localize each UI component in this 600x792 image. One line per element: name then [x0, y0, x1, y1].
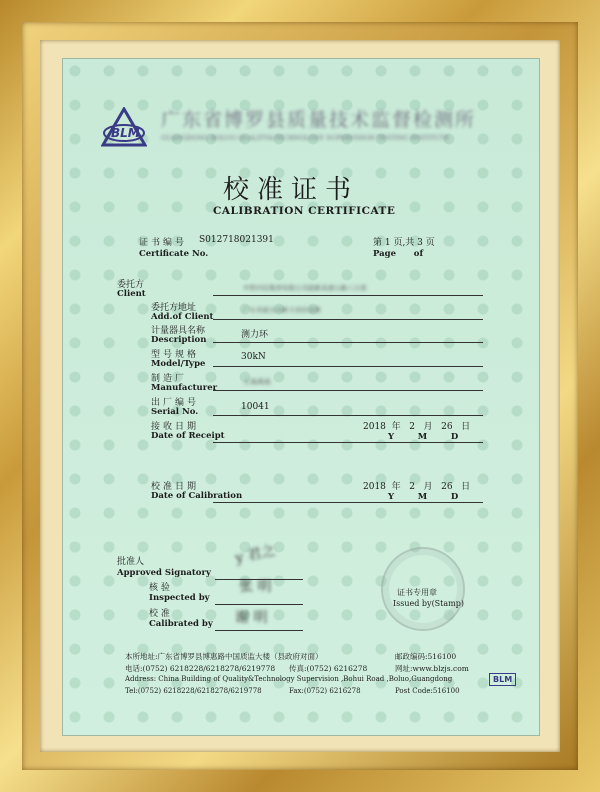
footer-fax-en: Fax:(0752) 6216278 — [289, 687, 361, 695]
manufacturer-line — [213, 390, 483, 391]
footer-address-en: Address: China Building of Quality&Technology Supervision ,Bohui Road ,Boluo,Guangdong — [125, 675, 453, 683]
title-en: CALIBRATION CERTIFICATE — [213, 205, 396, 217]
inspected-label-cn: 核 验 — [149, 583, 170, 593]
certificate-no-value: S012718021391 — [199, 235, 274, 245]
approved-label-cn: 批准人 — [117, 557, 145, 567]
serial-value: 10041 — [241, 402, 270, 412]
address-line — [213, 319, 483, 320]
model-label-en: Model/Type — [151, 359, 206, 369]
description-label-cn: 计量器具名称 — [151, 326, 206, 336]
model-line — [213, 366, 483, 367]
address-label-en: Add.of Client — [151, 312, 214, 322]
calibration-label-en: Date of Calibration — [151, 491, 243, 501]
address-value: 广东省韶关市新丰县回龙镇 — [243, 306, 321, 314]
institute-logo — [101, 107, 147, 147]
footer-blm-badge: BLM — [489, 673, 516, 686]
serial-line — [213, 415, 483, 416]
client-value: 中铁四局集团有限公司韶新高速公路六分部 — [243, 284, 367, 292]
calibration-line — [213, 502, 483, 503]
address-label-cn: 委托方地址 — [151, 303, 197, 313]
model-label-cn: 型号规格 — [151, 350, 200, 360]
description-label-en: Description — [151, 335, 207, 345]
receipt-label-cn: 接收日期 — [151, 422, 200, 432]
serial-label-cn: 出厂编号 — [151, 398, 200, 408]
institute-name-cn: 广东省博罗县质量技术监督检测所 — [161, 109, 477, 131]
footer-web-cn: 网址:www.blzjs.com — [395, 664, 469, 673]
certificate-no-label-cn: 证书编号 — [139, 238, 188, 248]
calibrated-label-en: Calibrated by — [149, 619, 213, 629]
calibration-value: 2018 年 2 月 26 日 — [363, 482, 471, 492]
calibrated-signature: 谢 明 — [235, 610, 268, 626]
footer-fax-cn: 传真:(0752) 6216278 — [289, 664, 368, 673]
calibrated-label-cn: 校 准 — [149, 609, 170, 619]
footer-address-cn: 本所地址:广东省博罗县博惠路中国质监大楼（县政府对面） — [125, 652, 323, 661]
receipt-ymd: Y M D — [388, 432, 459, 442]
client-label-en: Client — [117, 289, 146, 299]
approved-label-en: Approved Signatory — [117, 568, 211, 578]
manufacturer-label-cn: 制造厂 — [151, 374, 188, 384]
receipt-value: 2018 年 2 月 26 日 — [363, 422, 471, 432]
calibrated-line — [215, 630, 303, 631]
footer-postcode-cn: 邮政编码:516100 — [395, 652, 457, 661]
inspected-line — [215, 604, 303, 605]
institute-name-en: GUANGDONG BOLUO QUALITY&TECHNOLOGY SUPERVISION TESTING INSTITUTE — [161, 134, 449, 142]
certificate-no-label-en: Certificate No. — [139, 249, 209, 259]
certificate-paper — [62, 58, 540, 736]
description-line — [213, 342, 483, 343]
inspected-label-en: Inspected by — [149, 593, 210, 603]
approved-signature: y 君之 — [233, 542, 277, 567]
footer-postcode-en: Post Code:516100 — [395, 687, 460, 695]
calibration-ymd: Y M D — [388, 492, 459, 502]
title-cn: 校准证书 — [223, 175, 360, 205]
serial-label-en: Serial No. — [151, 407, 199, 417]
inspected-signature: 张 明 — [239, 579, 272, 595]
client-label-cn: 委托方 — [117, 280, 145, 290]
footer-tel-en: Tel:(0752) 6218228/6218278/6219778 — [125, 687, 262, 695]
manufacturer-value: 上海禹焰 — [243, 378, 271, 386]
page-label-en: Page of — [373, 249, 424, 259]
stamp-label-cn: 证书专用章 — [397, 588, 437, 597]
client-line — [213, 295, 483, 296]
receipt-label-en: Date of Receipt — [151, 431, 225, 441]
stamp-label-en: Issued by(Stamp) — [393, 599, 464, 608]
manufacturer-label-en: Manufacturer — [151, 383, 218, 393]
model-value: 30kN — [241, 352, 266, 362]
receipt-line — [213, 442, 483, 443]
page-label-cn: 第 1 页,共 3 页 — [373, 238, 435, 248]
description-value: 测力环 — [241, 330, 269, 340]
calibration-label-cn: 校准日期 — [151, 482, 200, 492]
logo-text: BLM — [111, 126, 140, 140]
footer-tel-cn: 电话:(0752) 6218228/6218278/6219778 — [125, 664, 276, 673]
